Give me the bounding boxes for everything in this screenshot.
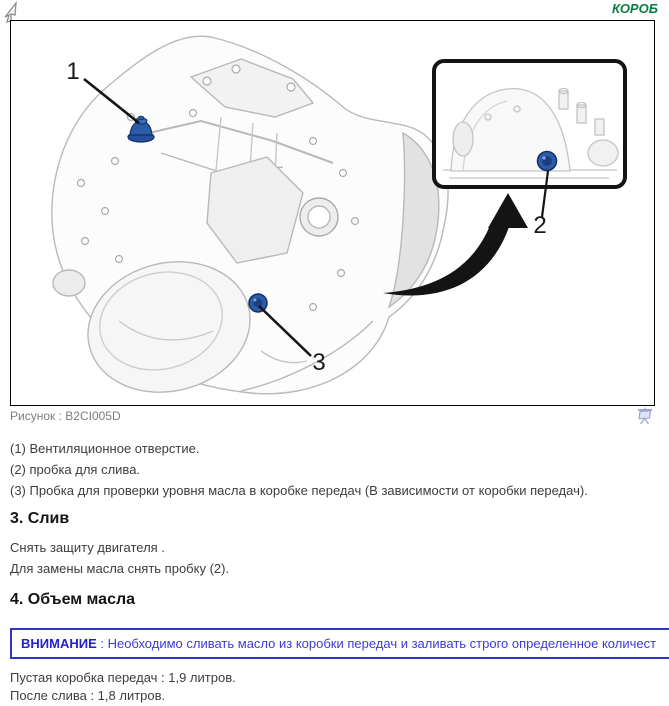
legend-item-1: (1) Вентиляционное отверстие. — [10, 441, 200, 456]
volume-paragraph-1: Пустая коробка передач : 1,9 литров. — [10, 670, 236, 685]
figure-panel — [10, 20, 655, 406]
gearbox-illustration — [11, 21, 654, 405]
warning-text: : Необходимо сливать масло из коробки передач и заливать строго определенное количест — [96, 636, 657, 651]
drain-plug-detail — [538, 152, 557, 171]
callout-1-label: 1 — [66, 58, 80, 85]
warning-label: ВНИМАНИЕ — [21, 636, 97, 651]
drain-paragraph-1: Снять защиту двигателя . — [10, 540, 165, 555]
presentation-screen-icon[interactable] — [635, 406, 655, 426]
figure-caption: Рисунок : B2CI005D — [10, 409, 121, 423]
context-breadcrumb-label: КОРОБ — [612, 1, 658, 16]
drain-paragraph-2: Для замены масла снять пробку (2). — [10, 561, 230, 576]
legend-item-3: (3) Пробка для проверки уровня масла в коробке передач (В зависимости от коробки передач). — [10, 483, 588, 498]
section-title-oil-volume: 4. Объем масла — [10, 591, 136, 608]
legend-item-2: (2) пробка для слива. — [10, 462, 141, 477]
callout-2-label: 2 — [533, 212, 547, 239]
section-title-drain: 3. Слив — [10, 510, 70, 527]
callout-3-label: 3 — [312, 349, 326, 376]
warning-box — [10, 628, 669, 659]
gearbox-housing-art — [52, 36, 448, 405]
figure-legend — [10, 438, 588, 501]
volume-paragraph-2: После слива : 1,8 литров. — [10, 688, 166, 703]
